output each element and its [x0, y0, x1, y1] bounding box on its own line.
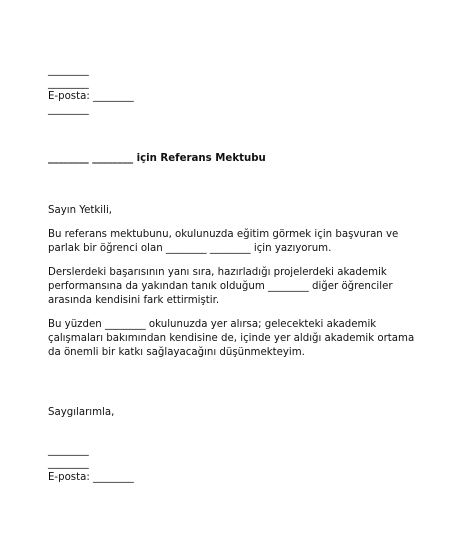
sender-line-2: ________: [48, 78, 89, 89]
paragraph-3: Bu yüzden ________ okulunuzda yer alırsa; gelecekteki akademik çalışmaları bakımından kendisine de, içinde yer aldığı akademik ortama da önemli bir katkı sağlayacağını düşünmekteyim.: [48, 319, 415, 358]
sender-line-4: ________: [48, 104, 89, 115]
paragraph-1: Bu referans mektubunu, okulunuzda eğitim görmek için başvuran ve parlak bir öğrenci olan ________ ________ için yazıyorum.: [48, 229, 399, 254]
paragraph-2: Derslerdeki başarısının yanı sıra, hazırladığı projelerdeki akademik performansına da yakından tanık olduğum ________ diğer öğrenciler arasında kendisini fark ettirmiştir.: [48, 267, 393, 306]
letter-title: ________ ________ için Referans Mektubu: [48, 153, 266, 164]
signature-line-1: ________: [48, 445, 89, 456]
salutation: Sayın Yetkili,: [48, 205, 113, 216]
closing: Saygılarımla,: [48, 407, 115, 418]
sender-line-1: ________: [48, 65, 89, 76]
signature-line-2: ________: [48, 458, 89, 469]
signature-email: E-posta: ________: [48, 472, 134, 483]
sender-email: E-posta: ________: [48, 91, 134, 102]
